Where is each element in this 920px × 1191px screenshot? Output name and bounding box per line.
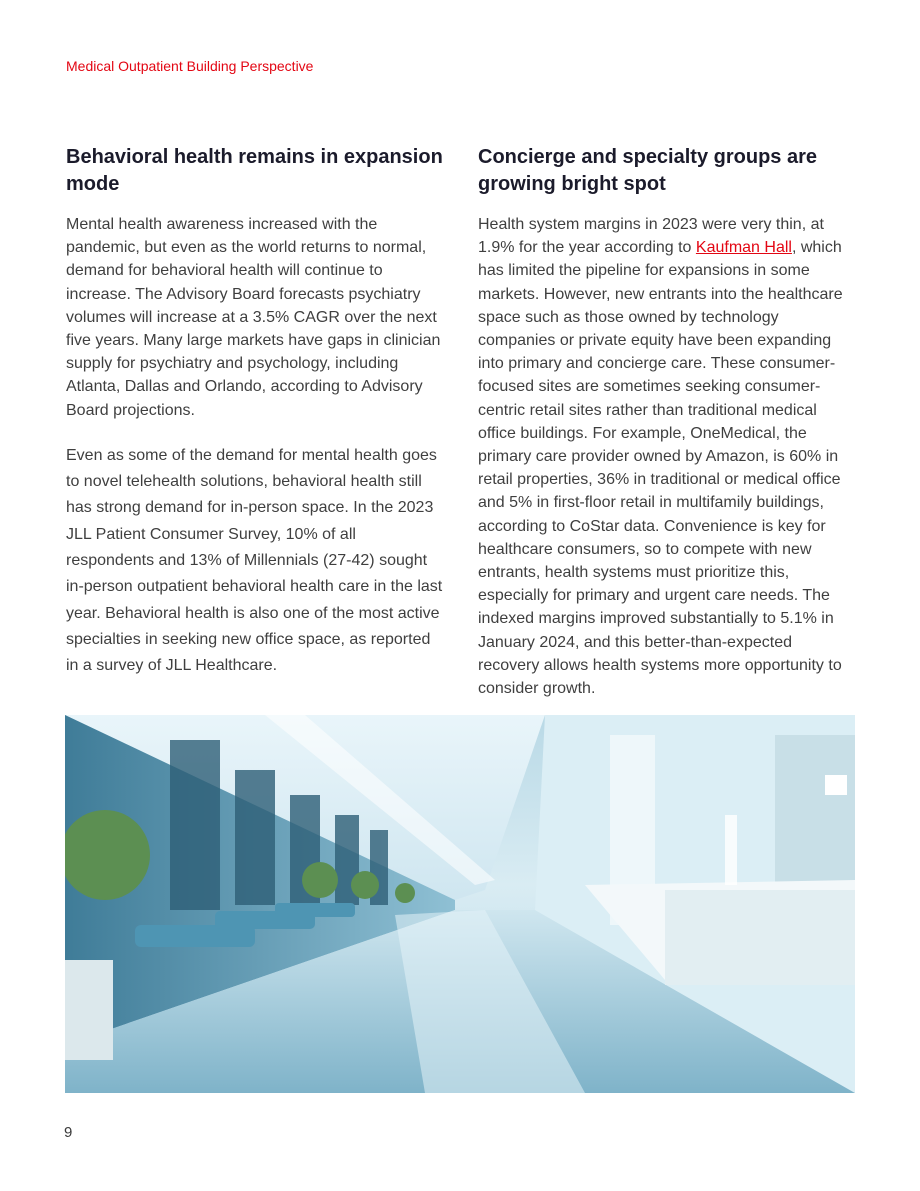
document-header: Medical Outpatient Building Perspective <box>66 58 314 74</box>
kaufman-hall-link[interactable]: Kaufman Hall <box>695 239 792 257</box>
concierge-heading: Concierge and specialty groups are growing bright spot <box>478 146 817 195</box>
behavioral-health-heading: Behavioral health remains in expansion mode <box>66 146 443 195</box>
hospital-hallway-illustration <box>65 715 855 1093</box>
concierge-text-end: , which has limited the pipeline for expansions in some markets. However, new entrants into the healthcare space such as those owned by technology companies or private equity have been expanding into primary and concierge care. These consumer-focused sites are sometimes seeking consumer-centric retail sites rather than traditional medical office buildings. For example, OneMedical, the primary care provider owned by Amazon, is 60% in retail properties, 36% in traditional or medical office and 5% in first-floor retail in multifamily buildings, according to CoStar data. Convenience is key for healthcare consumers, so to compete with new entrants, health systems must prioritize this, especially for primary and urgent care needs. The indexed margins improved substantially to 5.1% in January 2024, and this better-than-expected recovery allows health systems more opportunity to consider growth. <box>478 239 843 698</box>
page-number: 9 <box>64 1124 73 1141</box>
concierge-paragraph <box>478 213 856 700</box>
behavioral-health-paragraph-2: Even as some of the demand for mental health goes to novel telehealth solutions, behavioral health still has strong demand for in-person space. In the 2023 JLL Patient Consumer Survey, 10% of all respondents and 13% of Millennials (27-42) sought in-person outpatient behavioral health care in the last year. Behavioral health is also one of the most active specialties in seeking new office space, as reported in a survey of JLL Healthcare. <box>66 446 443 675</box>
right-column <box>478 144 856 700</box>
left-column <box>66 144 444 680</box>
concierge-text-start: Health system margins in 2023 were very thin, at 1.9% for the year according to <box>478 216 824 257</box>
behavioral-health-paragraph-1: Mental health awareness increased with the pandemic, but even as the world returns to normal, demand for behavioral health will continue to increase. The Advisory Board forecasts psychiatry volumes will increase at a 3.5% CAGR over the next five years. Many large markets have gaps in clinician supply for psychiatry and psychology, including Atlanta, Dallas and Orlando, according to Advisory Board projections. <box>66 216 441 419</box>
hospital-hallway-photo <box>65 715 855 1093</box>
